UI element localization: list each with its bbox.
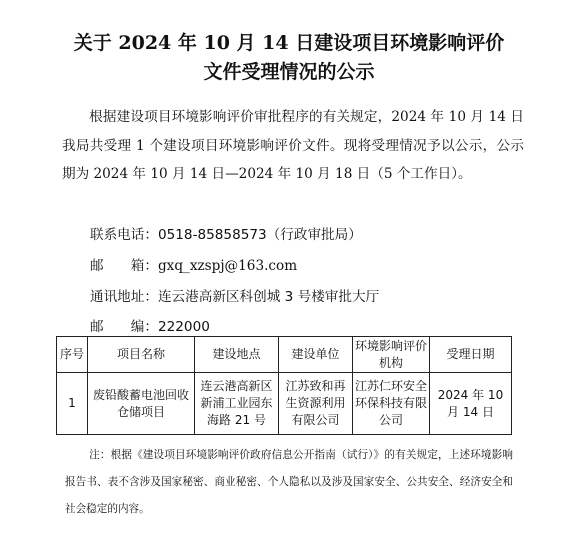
header-project-name: 项目名称 xyxy=(88,337,195,373)
header-index: 序号 xyxy=(57,337,88,373)
intro-text: 根据建设项目环境影响评价审批程序的有关规定，2024 年 10 月 14 日我局共受理 1 个建设项目环境影响评价文件。现将受理情况予以公示，公示期为 2024 年 10 月 14 日—2024 年 10 月 18 日（5 个工作日）。 xyxy=(62,109,524,182)
cell-eia-agency: 江苏仁环安全环保科技有限公司 xyxy=(353,373,430,435)
cell-location: 连云港高新区新浦工业园东海路 21 号 xyxy=(195,373,279,435)
address-value: 连云港高新区科创城 3 号楼审批大厅 xyxy=(157,289,380,305)
header-location: 建设地点 xyxy=(195,337,279,373)
contact-postcode xyxy=(90,317,210,337)
table-row xyxy=(57,373,512,435)
header-developer: 建设单位 xyxy=(279,337,353,373)
email-value: gxq_xzspj@163.com xyxy=(157,258,298,274)
table-header-row xyxy=(57,337,512,373)
postcode-value: 222000 xyxy=(157,319,210,335)
cell-developer: 江苏致和再生资源利用有限公司 xyxy=(279,373,353,435)
page-title-line-2: 文件受理情况的公示 xyxy=(203,61,375,83)
address-label: 通讯地址： xyxy=(90,289,158,305)
phone-label: 联系电话： xyxy=(90,227,158,243)
cell-accept-date: 2024 年 10 月 14 日 xyxy=(430,373,512,435)
contact-phone xyxy=(90,225,362,245)
header-eia-agency: 环境影响评价机构 xyxy=(353,337,430,373)
email-label: 邮 箱： xyxy=(90,258,158,274)
cell-index: 1 xyxy=(57,373,88,435)
header-accept-date: 受理日期 xyxy=(430,337,512,373)
contact-email xyxy=(90,256,297,276)
footnote-text: 注：根据《建设项目环境影响评价政府信息公开指南（试行）》的有关规定，上述环境影响报告书、表不含涉及国家秘密、商业秘密、个人隐私以及涉及国家安全、公共安全、经济安全和社会稳定的内容。 xyxy=(65,449,513,515)
postcode-label: 邮 编： xyxy=(90,319,158,335)
page-title-line-1: 关于 2024 年 10 月 14 日建设项目环境影响评价 xyxy=(73,32,505,54)
cell-project-name: 废铅酸蓄电池回收仓储项目 xyxy=(88,373,195,435)
contact-address xyxy=(90,287,379,307)
acceptance-table xyxy=(56,336,512,435)
footnote xyxy=(65,442,513,523)
phone-value: 0518-85858573（行政审批局） xyxy=(157,227,362,243)
intro-paragraph xyxy=(62,103,524,189)
